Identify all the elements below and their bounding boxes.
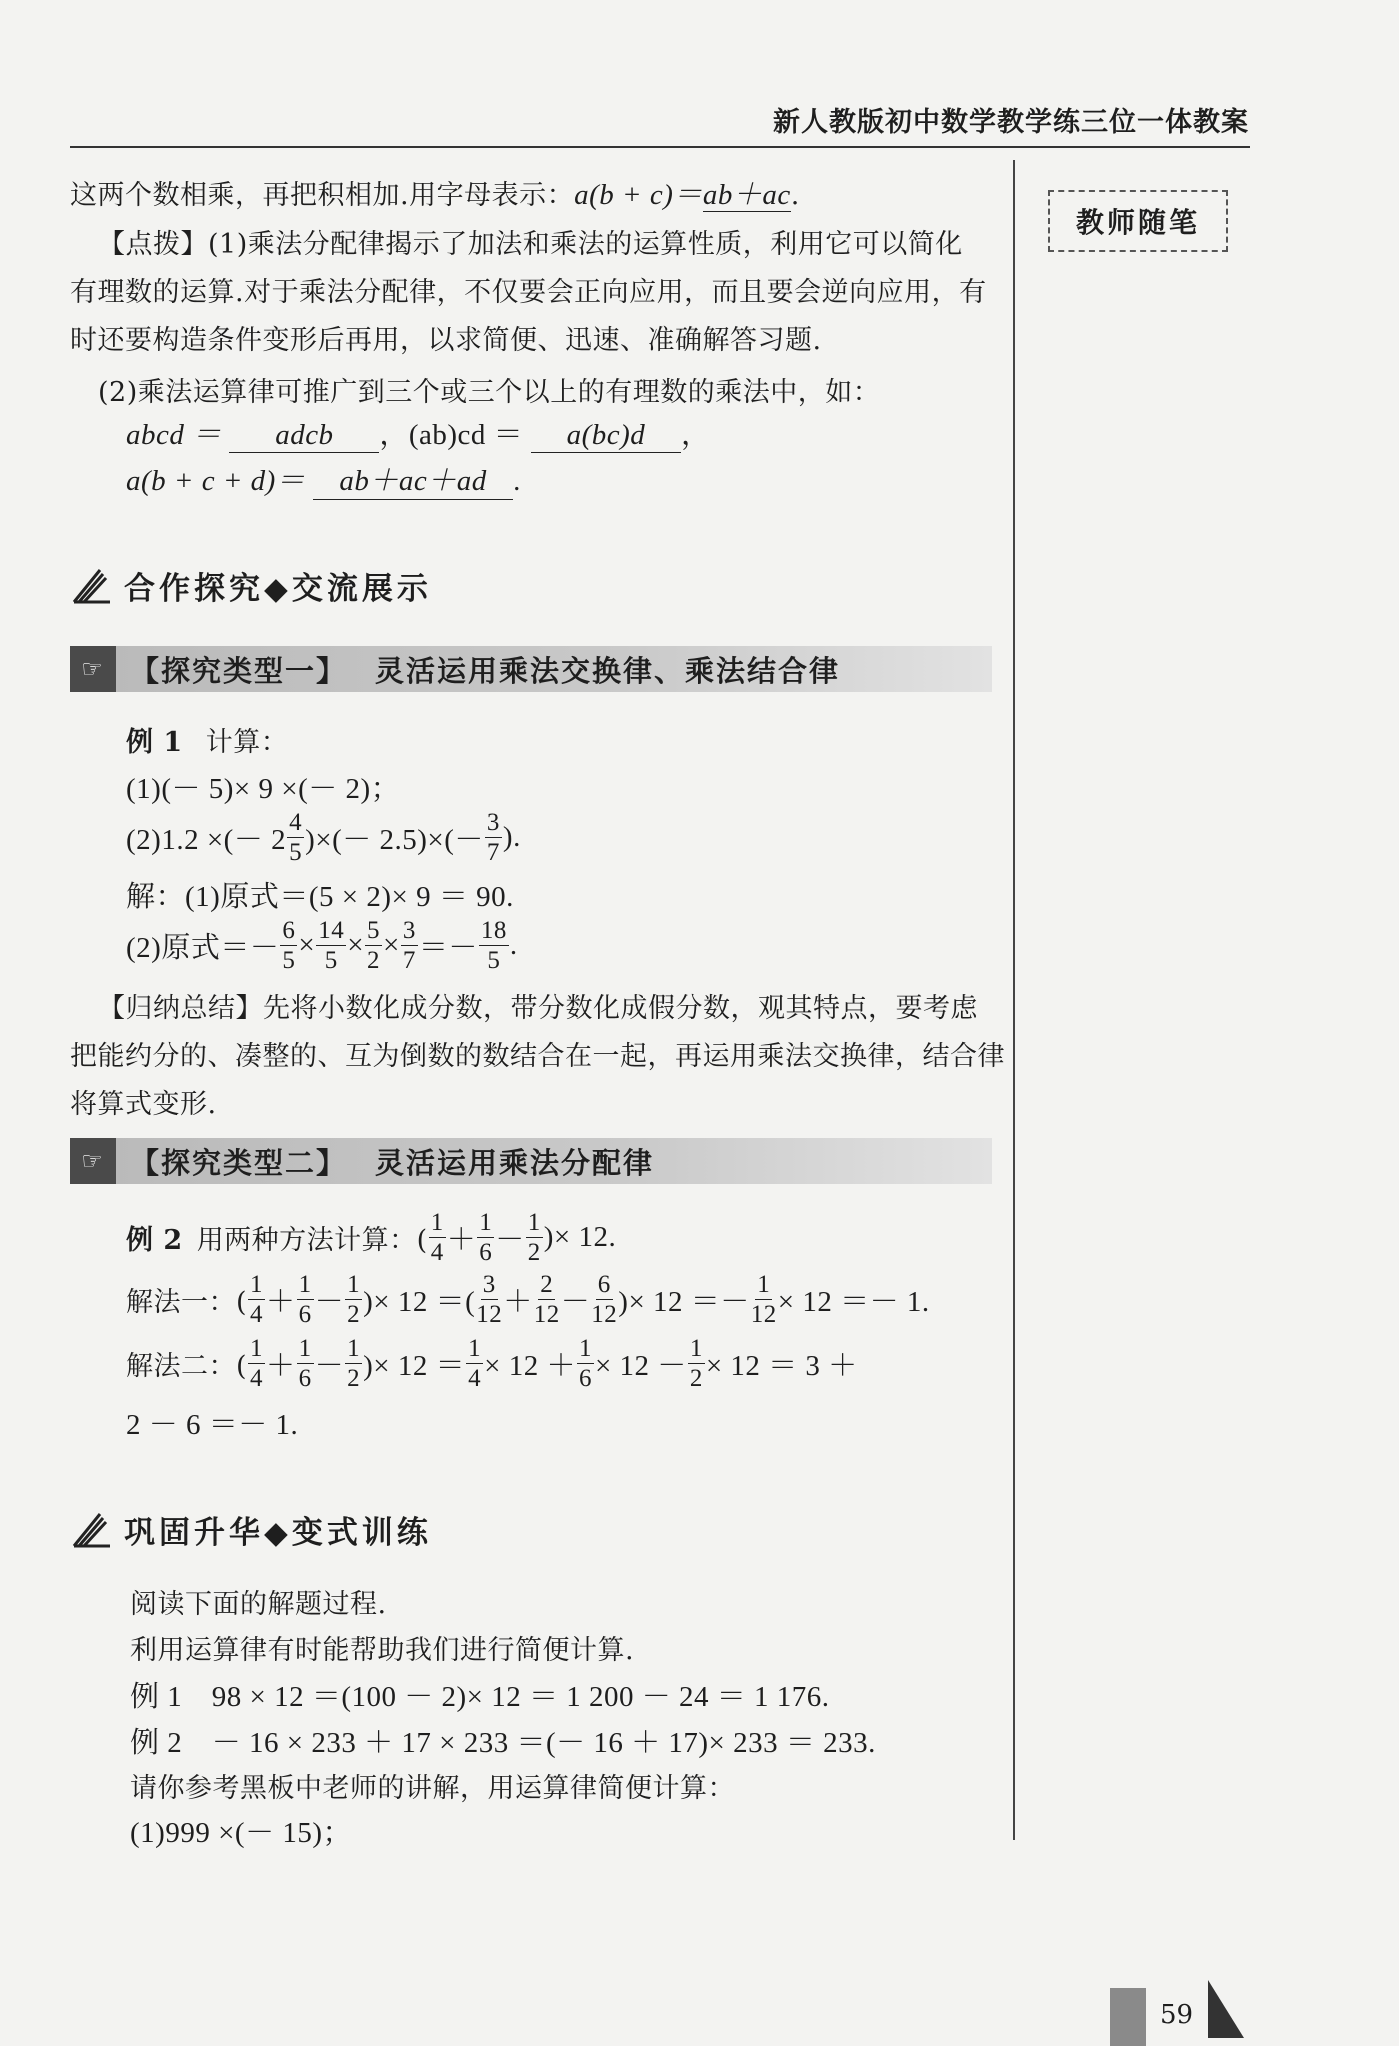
intro-line-1: 这两个数相乘，再把积相加.用字母表示：a(b + c)＝ab＋ac.	[70, 179, 800, 211]
pen-ruler-icon	[70, 1506, 116, 1552]
method-one: 解法一：( $\frac{1}{4}$ ＋ $\frac{1}{6}$ － $\frac{1}{2}$ )× 12 ＝( $\frac{3}{12}$ ＋ $\frac{2}{12}$ － $\frac{6}{12}$ )× 12 ＝－ $\frac{1}{12}$ × 12 ＝－ 1.	[126, 1271, 930, 1328]
pen-ruler-icon	[70, 562, 116, 608]
example-2-question: 例 2 用两种方法计算：( $\frac{1}{4}$ ＋ $\frac{1}{6}$ － $\frac{1}{2}$ )× 12.	[126, 1209, 617, 1266]
type-two-banner: ☞ 【探究类型二】 灵活运用乘法分配律	[70, 1138, 992, 1184]
fraction: $\frac{1}{12}$	[750, 1271, 777, 1328]
tip-line-1: 【点拨】(1)乘法分配律揭示了加法和乘法的运算性质，利用它可以简化	[98, 229, 963, 260]
law-line-2: a(b + c + d)＝ ab＋ac＋ad .	[126, 458, 521, 500]
summary-line-1: 【归纳总结】先将小数化成分数，带分数化成假分数，观其特点，要考虑	[98, 993, 978, 1024]
column-divider	[1013, 160, 1015, 1840]
pointing-hand-icon: ☞	[70, 1138, 116, 1184]
example-1-q2: (2)1.2 ×(－ 2 $\frac{4}{5}$ )×(－ 2.5)×(－ $\frac{3}{7}$ ).	[126, 809, 521, 866]
type-one-banner: ☞ 【探究类型一】 灵活运用乘法交换律、乘法结合律	[70, 646, 992, 692]
fraction: $\frac{1}{2}$	[347, 1335, 361, 1392]
example-1-q1: (1)(－ 5)× 9 ×(－ 2)；	[126, 773, 401, 805]
fraction: $\frac{18}{5}$	[480, 917, 507, 974]
fraction: $\frac{1}{4}$	[250, 1271, 264, 1328]
summary-line-2: 把能约分的、凑整的、互为倒数的数结合在一起，再运用乘法交换律，结合律	[70, 1041, 1005, 1072]
fraction: $\frac{1}{4}$	[430, 1209, 444, 1266]
fraction: $\frac{1}{6}$	[479, 1209, 493, 1266]
header-rule	[70, 146, 1250, 148]
law-line-1: abcd ＝ adcb ，(ab)cd ＝ a(bc)d ，	[126, 419, 711, 451]
fraction: $\frac{1}{2}$	[689, 1335, 703, 1392]
tip-line-2: 有理数的运算.对于乘法分配律，不仅要会正向应用，而且要会逆向应用，有	[70, 277, 987, 308]
answer-blank: ab＋ac＋ad	[313, 458, 513, 500]
answer-blank: a(bc)d	[531, 419, 681, 453]
fraction: $\frac{1}{2}$	[527, 1209, 541, 1266]
method-two-line-2: 2 － 6 ＝－ 1.	[126, 1409, 299, 1441]
fraction: $\frac{1}{2}$	[347, 1271, 361, 1328]
fraction: $\frac{1}{6}$	[298, 1335, 312, 1392]
page-number: 59	[1160, 2000, 1194, 2030]
fraction: $\frac{6}{12}$	[591, 1271, 618, 1328]
tip-line-4: (2)乘法运算律可推广到三个或三个以上的有理数的乘法中，如：	[98, 377, 881, 408]
example-1-solution-1: 解：(1)原式＝(5 × 2)× 9 ＝ 90.	[126, 881, 514, 913]
section-heading-consolidate: 巩固升华◆变式训练	[70, 1506, 432, 1552]
fraction: $\frac{1}{4}$	[468, 1335, 482, 1392]
fraction: $\frac{4}{5}$	[289, 809, 303, 866]
running-header: 新人教版初中数学教学练三位一体教案	[773, 107, 1249, 138]
practice-line-4: 例 2 － 16 × 233 ＋ 17 × 233 ＝(－ 16 ＋ 17)× 233 ＝ 233.	[130, 1727, 876, 1759]
example-1-solution-2: (2)原式＝－ $\frac{6}{5}$ × $\frac{14}{5}$ × $\frac{5}{2}$ × $\frac{3}{7}$ ＝－ $\frac{18}{5}$ .	[126, 917, 518, 974]
pointing-hand-icon: ☞	[70, 646, 116, 692]
practice-line-2: 利用运算律有时能帮助我们进行简便计算.	[130, 1635, 635, 1666]
tip-line-3: 时还要构造条件变形后再用，以求简便、迅速、准确解答习题.	[70, 325, 822, 356]
practice-line-5: 请你参考黑板中老师的讲解，用运算律简便计算：	[130, 1773, 735, 1804]
practice-line-3: 例 1 98 × 12 ＝(100 － 2)× 12 ＝ 1 200 － 24 ＝ 1 176.	[130, 1681, 830, 1713]
practice-line-6: (1)999 ×(－ 15)；	[130, 1817, 352, 1849]
fraction: $\frac{1}{6}$	[298, 1271, 312, 1328]
fraction: $\frac{6}{5}$	[282, 917, 296, 974]
fraction: $\frac{2}{12}$	[533, 1271, 560, 1328]
fraction: $\frac{3}{12}$	[476, 1271, 503, 1328]
fraction: $\frac{1}{6}$	[578, 1335, 592, 1392]
fraction: $\frac{3}{7}$	[402, 917, 416, 974]
teacher-notes-label: 教师随笔	[1048, 190, 1228, 252]
page-corner-triangle	[1208, 1980, 1244, 2038]
fraction: $\frac{5}{2}$	[367, 917, 381, 974]
summary-line-3: 将算式变形.	[70, 1089, 217, 1120]
fraction: $\frac{1}{4}$	[250, 1335, 264, 1392]
fraction: $\frac{3}{7}$	[486, 809, 500, 866]
answer-blank: adcb	[229, 419, 379, 453]
fraction: $\frac{14}{5}$	[318, 917, 345, 974]
example-1-heading: 例 1 计算：	[126, 727, 289, 758]
section-heading-cooperate: 合作探究◆交流展示	[70, 562, 432, 608]
practice-line-1: 阅读下面的解题过程.	[130, 1589, 387, 1620]
method-two: 解法二：( $\frac{1}{4}$ ＋ $\frac{1}{6}$ － $\frac{1}{2}$ )× 12 ＝ $\frac{1}{4}$ × 12 ＋ $\frac{1}{6}$ × 12 － $\frac{1}{2}$ × 12 ＝ 3 ＋	[126, 1335, 858, 1392]
page-tab-decoration	[1110, 1988, 1146, 2046]
